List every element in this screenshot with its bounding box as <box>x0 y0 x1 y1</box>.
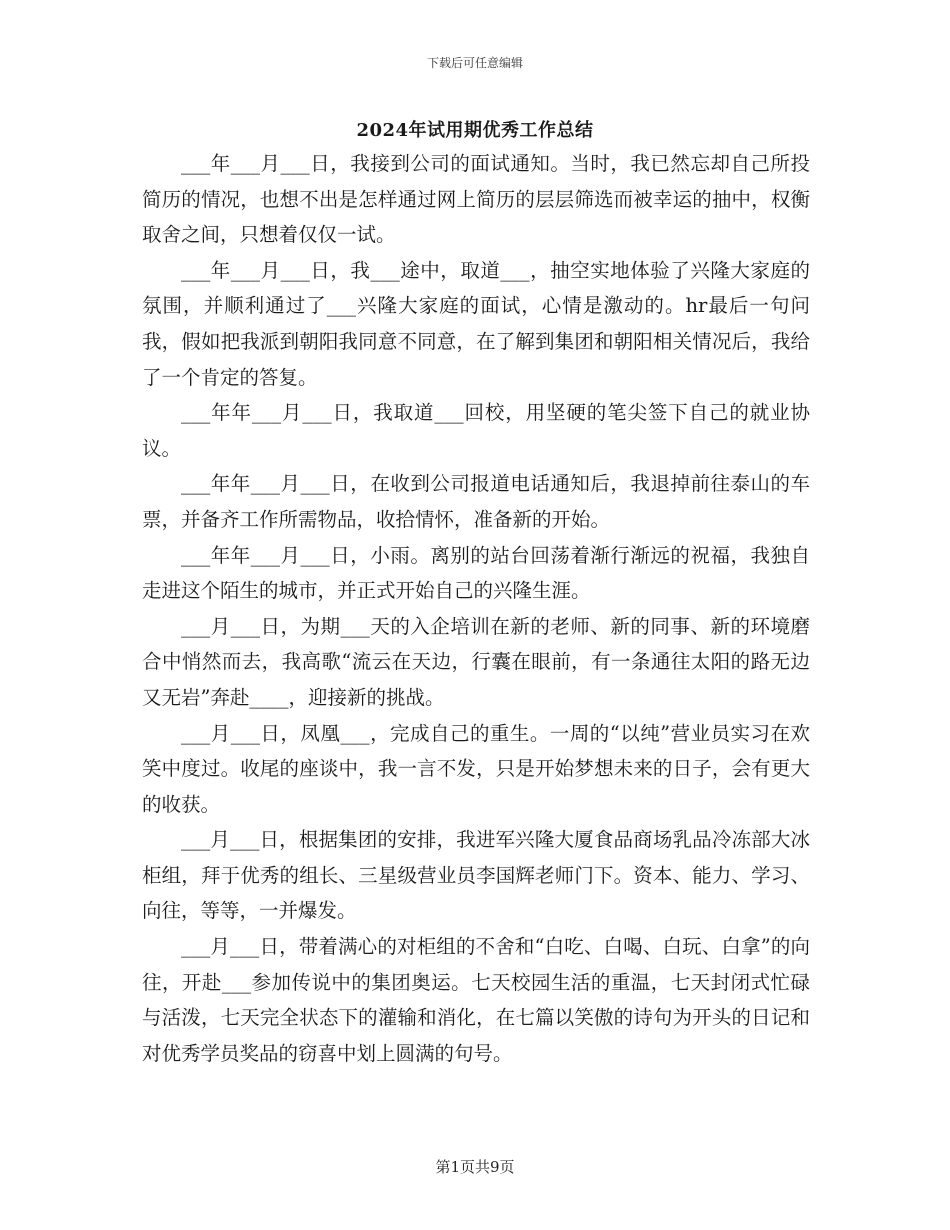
paragraph: ___月___日，凤凰___，完成自己的重生。一周的“以纯”营业员实习在欢笑中度过。收尾的座谈中，我一言不发，只是开始梦想未来的日子，会有更大的收获。 <box>142 721 810 816</box>
paragraph: ___年___月___日，我接到公司的面试通知。当时，我已然忘却自己所投简历的情况，也想不出是怎样通过网上简历的层层筛选而被幸运的抽中，权衡取舍之间，只想着仅仅一试。 <box>142 152 810 247</box>
header-note: 下载后可任意编辑 <box>426 56 523 70</box>
document-title: 2024年试用期优秀工作总结 <box>356 120 594 141</box>
paragraph: ___月___日，为期___天的入企培训在新的老师、新的同事、新的环境磨合中悄然而去，我高歌“流云在天边，行囊在眼前，有一条通往太阳的路无边又无岩”奔赴____，迎接新的挑战。 <box>142 614 810 709</box>
paragraph: ___年年___月___日，小雨。离别的站台回荡着渐行渐远的祝福，我独自走进这个陌生的城市，并正式开始自己的兴隆生涯。 <box>142 543 810 603</box>
paragraph: ___年年___月___日，我取道___回校，用坚硬的笔尖签下自己的就业协议。 <box>142 401 810 460</box>
paragraph: ___月___日，带着满心的对柜组的不舍和“白吃、白喝、白玩、白拿”的向往，开赴___参加传说中的集团奥运。七天校园生活的重温，七天封闭式忙碌与活泼，七天完全状态下的灌输和消化，在七篇以笑傲的诗句为开头的日记和对优秀学员奖品的窃喜中划上圆满的句号。 <box>142 935 810 1065</box>
page-footer: 第1页共9页 <box>435 1158 515 1176</box>
paragraph: ___年年___月___日，在收到公司报道电话通知后，我退掉前往泰山的车票，并备齐工作所需物品，收拾情怀，准备新的开始。 <box>142 472 810 531</box>
paragraph: ___年___月___日，我___途中，取道___，抽空实地体验了兴隆大家庭的氛围，并顺利通过了___兴隆大家庭的面试，心情是激动的。hr最后一句问我，假如把我派到朝阳我同意不同意，在了解到集团和朝阳相关情况后，我给了一个肯定的答复。 <box>142 258 810 389</box>
document-body <box>142 146 810 1071</box>
paragraph: ___月___日，根据集团的安排，我进军兴隆大厦食品商场乳品冷冻部大冰柜组，拜于优秀的组长、三星级营业员李国辉老师门下。资本、能力、学习、向往，等等，一并爆发。 <box>142 828 810 923</box>
